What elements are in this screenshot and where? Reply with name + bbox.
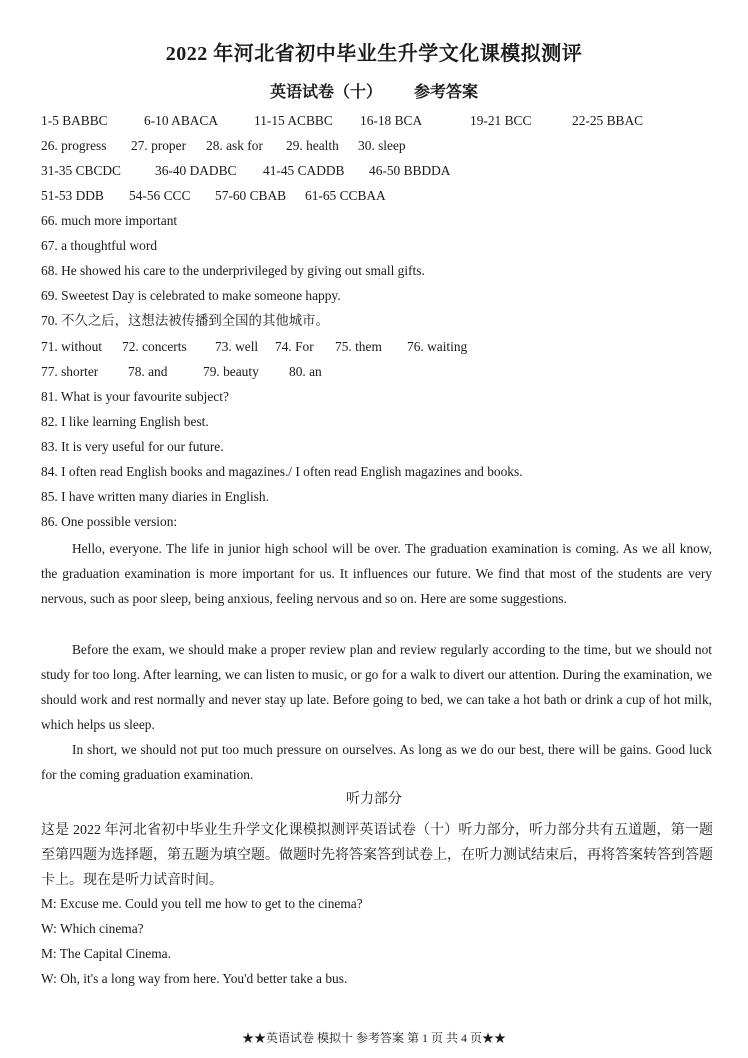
answer-item: 79. beauty	[203, 364, 259, 379]
answer-item: 77. shorter	[41, 364, 99, 379]
answer-item: 74. For	[275, 339, 314, 354]
answer-item: 80. an	[289, 364, 322, 379]
listening-heading: 听力部分	[346, 792, 402, 807]
answer-item: 78. and	[128, 364, 168, 379]
answer-67: 67. a thoughtful word	[41, 238, 158, 253]
page-subtitle: 英语试卷（十） 参考答案	[269, 84, 478, 101]
dialogue-line: M: The Capital Cinema.	[41, 946, 171, 961]
answer-83: 83. It is very useful for our future.	[41, 439, 224, 454]
answer-84: 84. I often read English books and magazines./ I often read English magazines and books.	[41, 464, 523, 479]
answer-81: 81. What is your favourite subject?	[41, 389, 229, 404]
answer-item: 72. concerts	[122, 339, 187, 354]
essay-paragraph-2: Before the exam, we should make a proper review plan and review regularly according to the time, but we should not study for too long. After learning, we can listen to music, or go for a walk to divert our attention. During the examination, we should work and rest normally and never stay up late. Before going to bed, we can take a hot bath or drink a cup of hot milk, which helps us sleep.	[41, 642, 712, 732]
answer-row-4	[41, 186, 718, 206]
answer-group: 6-10 ABACA	[144, 113, 219, 128]
dialogue-line: M: Excuse me. Could you tell me how to get to the cinema?	[41, 896, 363, 911]
dialogue-line: W: Which cinema?	[41, 921, 144, 936]
answer-group: 61-65 CCBAA	[305, 188, 386, 203]
dialogue-line: W: Oh, it's a long way from here. You'd better take a bus.	[41, 971, 348, 986]
answer-group: 19-21 BCC	[470, 113, 532, 128]
answer-82: 82. I like learning English best.	[41, 414, 209, 429]
essay-paragraph-3: In short, we should not put too much pressure on ourselves. As long as we do our best, there will be gains. Good luck for the coming graduation examination.	[41, 742, 712, 782]
answer-item: 30. sleep	[358, 138, 406, 153]
answer-group: 16-18 BCA	[360, 113, 423, 128]
answer-item: 26. progress	[41, 138, 107, 153]
page-footer: ★★英语试卷 模拟十 参考答案 第 1 页 共 4 页★★	[241, 1031, 506, 1045]
answer-row-71	[41, 337, 718, 357]
answer-row-77	[41, 362, 718, 382]
answer-item: 27. proper	[131, 138, 187, 153]
answer-item: 28. ask for	[206, 138, 263, 153]
answer-group: 36-40 DADBC	[155, 163, 237, 178]
answer-69: 69. Sweetest Day is celebrated to make someone happy.	[41, 288, 341, 303]
answer-86: 86. One possible version:	[41, 514, 178, 529]
answer-group: 11-15 ACBBC	[254, 113, 333, 128]
answer-group: 57-60 CBAB	[215, 188, 287, 203]
answer-group: 46-50 BBDDA	[369, 163, 451, 178]
answer-70: 70. 不久之后，这想法被传播到全国的其他城市。	[41, 313, 329, 328]
answer-group: 51-53 DDB	[41, 188, 104, 203]
page-title: 2022 年河北省初中毕业生升学文化课模拟测评	[165, 43, 583, 65]
listening-intro: 这是 2022 年河北省初中毕业生升学文化课模拟测评英语试卷（十）听力部分，听力部分共有五道题，第一题至第四题为选择题，第五题为填空题。做题时先将答案答到试卷上，在听力测试结束后，再将答案转答到答题卡上。现在是听力试音时间。	[41, 823, 713, 888]
answer-group: 31-35 CBCDC	[41, 163, 121, 178]
answer-item: 73. well	[215, 339, 259, 354]
answer-group: 54-56 CCC	[129, 188, 191, 203]
answer-group: 41-45 CADDB	[263, 163, 345, 178]
answer-group: 1-5 BABBC	[41, 113, 108, 128]
answer-row-3	[41, 161, 718, 181]
answer-item: 29. health	[286, 138, 339, 153]
answer-item: 71. without	[41, 339, 103, 354]
answer-66: 66. much more important	[41, 213, 178, 228]
answer-row-1	[41, 111, 718, 131]
essay-paragraph-1: Hello, everyone. The life in junior high school will be over. The graduation examination is coming. As we all know, the graduation examination is more important for us. It influences our future. We find that most of the students are very nervous, such as poor sleep, being anxious, feeling nervous and so on. Here are some suggestions.	[41, 541, 712, 606]
answer-group: 22-25 BBAC	[572, 113, 644, 128]
answer-row-2	[41, 136, 718, 156]
answer-item: 75. them	[335, 339, 382, 354]
answer-item: 76. waiting	[407, 339, 468, 354]
answer-68: 68. He showed his care to the underprivileged by giving out small gifts.	[41, 263, 425, 278]
answer-85: 85. I have written many diaries in English.	[41, 489, 269, 504]
